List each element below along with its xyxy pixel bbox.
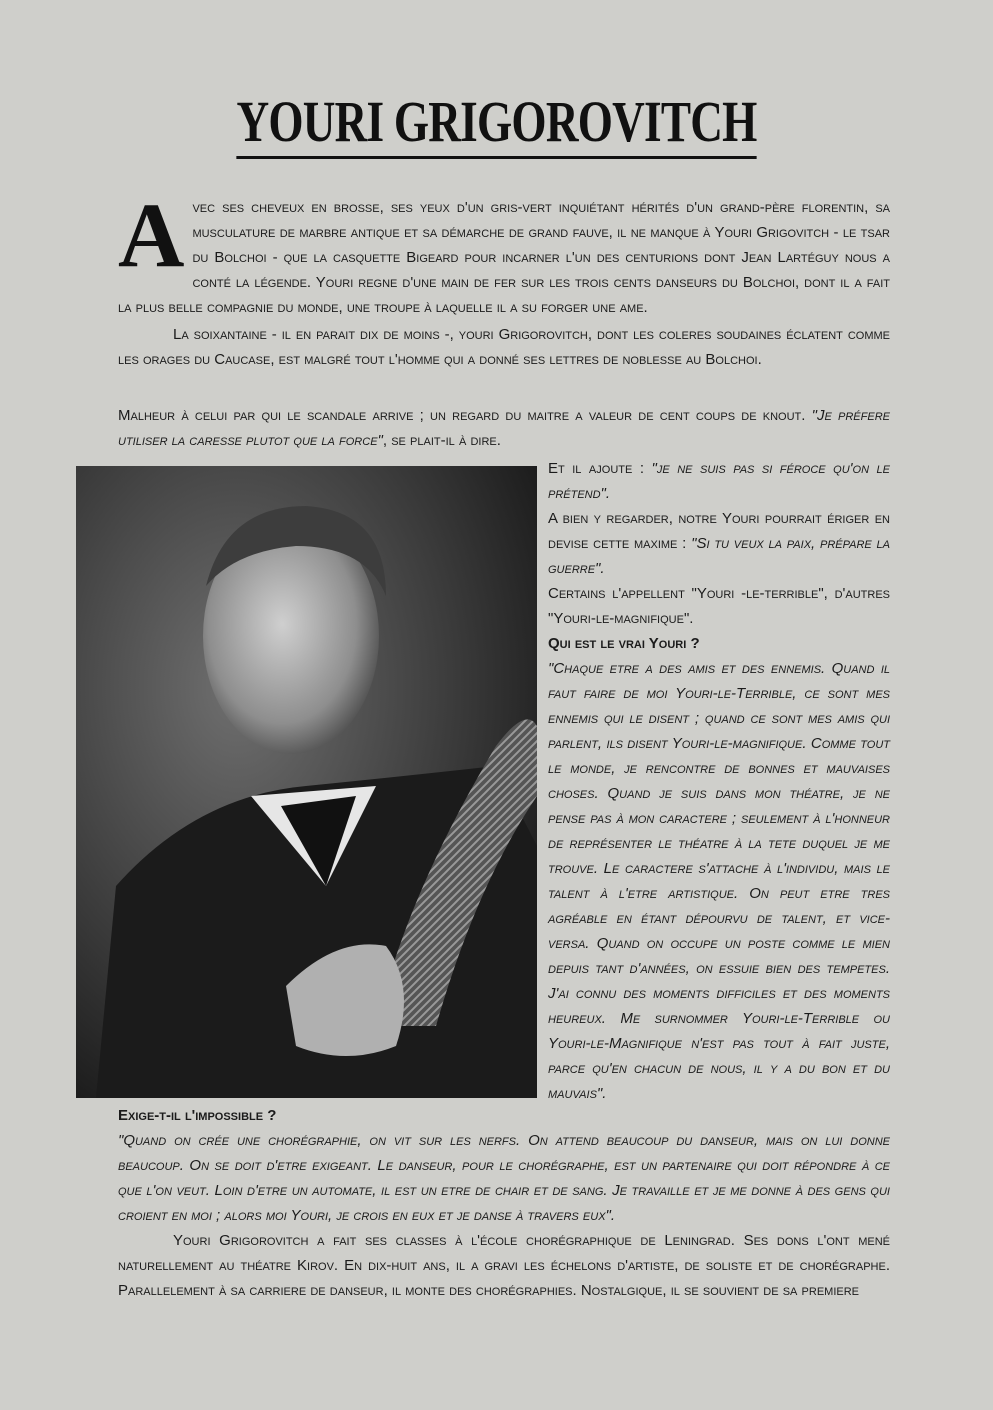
second-paragraph: La soixantaine - il en parait dix de moins -, youri Grigorovitch, dont les coleres soudaines éclatent comme les orages du Caucase, est malgré tout l'homme qui a donné ses lettres de noblesse au Bolchoi.	[118, 326, 890, 368]
intro-text: vec ses cheveux en brosse, ses yeux d'un gris-vert inquiétant hérités d'un grand-père florentin, sa musculature de marbre antique et sa démarche de grand fauve, il ne manque à Youri Grigovitch - le tsar du Bolchoi - que la casquette Bigeard pour incarner l'un des centurions dont Jean Lartéguy nous a conté la légende. Youri regne d'une main de fer sur les trois cents danseurs du Bolchoi, dont il a fait la plus belle compagnie du monde, une troupe à laquelle il a su forger une ame.	[118, 199, 890, 316]
page-title-text: YOURI GRIGOROVITCH	[236, 89, 756, 159]
third-paragraph-end: , se plait-il à dire.	[382, 432, 501, 449]
right-para-1-text: Et il ajoute :	[548, 460, 652, 477]
right-para-1	[548, 456, 890, 506]
quote-choregraphie: "Quand on crée une chorégraphie, on vit sur les nerfs. On attend beaucoup du danseur, mais on lui donne beaucoup. On se doit d'etre exigeant. Le danseur, pour le chorégraphe, est un partenaire qui doit répondre à ce que l'on veut. Loin d'etre un automate, il est un etre de chair et de sang. Je travaille et je me donne à des gens qui croient en moi ; alors moi Youri, je crois en eux et je danse à travers eux".	[118, 1132, 890, 1224]
third-paragraph-text: Malheur à celui par qui le scandale arrive ; un regard du maitre a valeur de cent coups de knout.	[118, 407, 806, 424]
right-para-2	[548, 506, 890, 581]
right-para-2-quote: "Si tu veux la paix, prépare la guerre".	[548, 535, 890, 577]
right-column	[548, 456, 890, 1106]
lower-section	[118, 1103, 890, 1303]
intro-paragraph	[118, 184, 890, 372]
right-para-2-text: A bien y regarder, notre Youri pourrait ériger en devise cette maxime :	[548, 510, 890, 552]
page-title	[109, 88, 884, 155]
quote-vrai-youri: "Chaque etre a des amis et des ennemis. Quand il faut faire de moi Youri-le-Terrible, ce sont mes ennemis qui le disent ; quand ce sont mes amis qui parlent, ils disent Youri-le-magnifique. Comme tout le monde, je rencontre de bonnes et mauvaises choses. Quand je suis dans mon théatre, je ne pense pas à mon caractere ; seulement à l'honneur de représenter le théatre à la tete duquel je me trouve. Le caractere s'attache à l'individu, mais le talent à l'etre artistique. On peut etre tres agréable en étant dépourvu de talent, et vice-versa. Quand on occupe un poste comme le mien depuis tant d'années, on essuie bien des tempetes. J'ai connu des moments difficiles et des moments heureux. Me surnommer Youri-le-Terrible ou Youri-le-Magnifique n'est pas tout à fait juste, parce qu'en chacun de nous, il y a du bon et du mauvais".	[548, 660, 890, 1102]
third-paragraph-quote: "Je préfere utiliser la caresse plutot que la force"	[118, 407, 890, 449]
third-paragraph	[118, 403, 890, 453]
portrait-photo	[76, 466, 537, 1098]
drop-cap: A	[118, 184, 185, 286]
right-para-1-quote: "je ne suis pas si féroce qu'on le prétend".	[548, 460, 890, 502]
portrait-image	[76, 466, 537, 1098]
right-para-3: Certains l'appellent "Youri -le-terrible", d'autres "Youri-le-magnifique".	[548, 585, 890, 627]
section-heading-vrai-youri: Qui est le vrai Youri ?	[548, 635, 700, 652]
closing-paragraph: Youri Grigorovitch a fait ses classes à l'école chorégraphique de Leningrad. Ses dons l'ont mené naturellement au théatre Kirov. En dix-huit ans, il a gravi les échelons d'artiste, de soliste et de chorégraphe. Parallelement à sa carriere de danseur, il monte des chorégraphies. Nostalgique, il se souvient de sa premiere	[118, 1232, 890, 1299]
section-heading-exige: Exige-t-il l'impossible ?	[118, 1107, 277, 1124]
